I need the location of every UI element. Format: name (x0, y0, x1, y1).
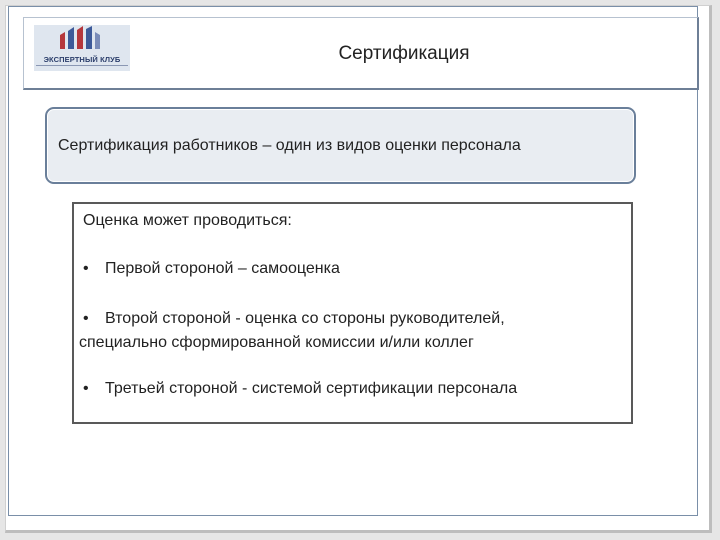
logo-text: ЭКСПЕРТНЫЙ КЛУБ (43, 55, 121, 64)
expert-club-logo (34, 25, 130, 71)
list-item-text: Первой стороной – самооценка (105, 260, 340, 277)
list-item-text: Второй стороной - оценка со стороны руководителей, (105, 310, 505, 327)
definition-text: Сертификация работников – один из видов оценки персонала (58, 137, 521, 154)
bullet-marker: • (83, 310, 89, 327)
list-item-continuation: специально сформированной комиссии и/или коллег (79, 334, 474, 351)
list-item (83, 256, 340, 282)
bullet-marker: • (83, 380, 89, 397)
list-item (83, 306, 505, 332)
list-item-text: Третьей стороной - системой сертификации персонала (105, 380, 518, 397)
header-bar (23, 17, 699, 90)
logo-underline (36, 65, 128, 69)
logo-buildings-icon (34, 25, 130, 55)
definition-box (45, 107, 636, 184)
content-box (72, 202, 633, 424)
bullet-marker: • (83, 260, 89, 277)
list-item (83, 376, 517, 402)
content-intro: Оценка может проводиться: (83, 212, 292, 229)
page-title: Сертификация (338, 43, 470, 64)
